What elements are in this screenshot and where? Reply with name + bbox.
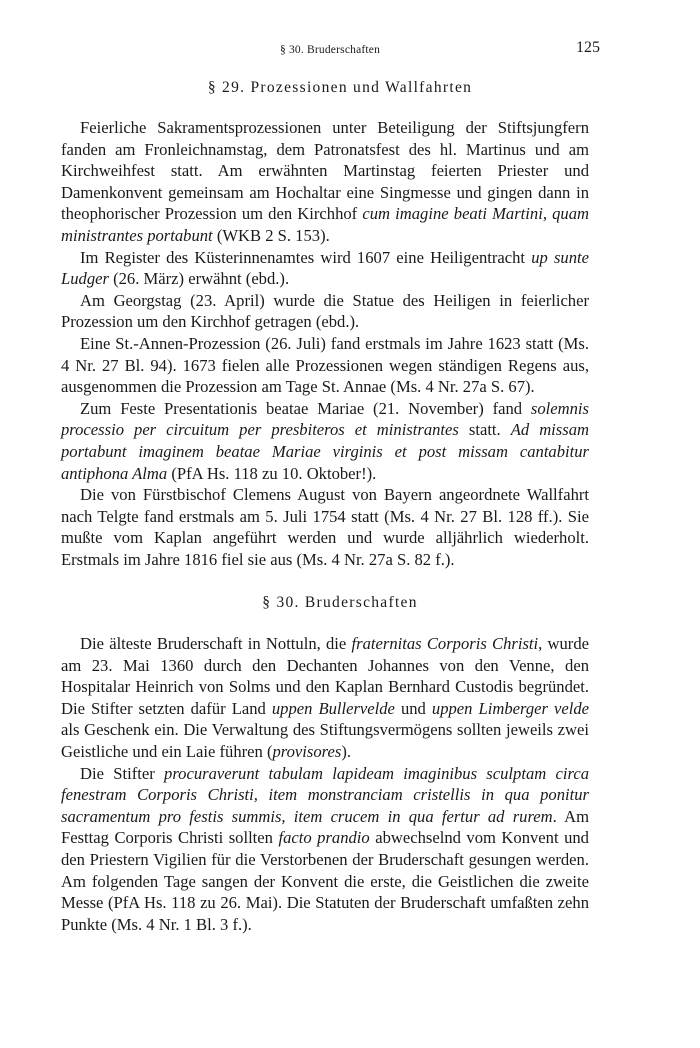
paragraph: Die von Fürstbischof Clemens August von Bayern angeordnete Wallfahrt nach Telgte fand erstmals am 5. Juli 1754 statt (Ms. 4 Nr. 27 Bl. 128 ff.). Sie mußte vom Kaplan angeführt werden und wurde alljährlich wiederholt. Erstmals im Jahre 1816 fiel sie aus (Ms. 4 Nr. 27a S. 82 f.).: [61, 485, 589, 569]
paragraph: Eine St.-Annen-Prozession (26. Juli) fand erstmals im Jahre 1623 statt (Ms. 4 Nr. 27 Bl. 94). 1673 fielen alle Prozessionen wegen ständigen Regens aus, ausgenommen die Prozession am Tage St. Annae (Ms. 4 Nr. 27a S. 67).: [61, 333, 589, 397]
paragraph: Feierliche Sakramentsprozessionen unter Beteiligung der Stiftsjungfern fanden am Fronleichnamstag, dem Patronatsfest des hl. Martinus und am Kirchweihfest statt. Am erwähnten Martinstag feierten Priester und Damenkonvent gemeinsam am Hochaltar eine Singmesse und gingen dann in theophorischer Prozession um den Kirchhof cum imagine beati Martini, quam ministrantes portabunt (WKB 2 S. 153).: [61, 118, 589, 245]
running-head: [60, 37, 600, 59]
paragraph: Die älteste Bruderschaft in Nottuln, die fraternitas Corporis Christi, wurde am 23. Mai 1360 durch den Dechanten Johannes von den Venne, den Hospitalar Heinrich von Solms und den Kaplan Bernhard Custodis begründet. Die Stifter setzten dafür Land uppen Bullervelde und uppen Limberger velde als Geschenk ein. Die Verwaltung des Stiftungsvermögens sollten jeweils zwei Geistliche und ein Laie führen (provisores).: [61, 634, 589, 761]
latin-quote: fraternitas Corporis Christi: [351, 634, 539, 653]
section-body-29: [61, 117, 589, 570]
section-heading-30: § 30. Bruderschaften: [262, 594, 418, 611]
latin-quote: solemnis processio per circuitum per presbiteros et ministrantes: [61, 398, 589, 440]
section-heading-29: § 29. Prozessionen und Wallfahrten: [207, 79, 473, 96]
page-number: 125: [576, 39, 600, 56]
paragraph: Zum Feste Presentationis beatae Mariae (21. November) fand solemnis processio per circuitum per presbiteros et ministrantes statt. Ad missam portabunt imaginem beatae Mariae virginis et post missam cantabitur antiphona Alma (PfA Hs. 118 zu 10. Oktober!).: [61, 398, 589, 483]
latin-quote: procuraverunt tabulam lapideam imaginibus sculptam circa fenestram Corporis Christi, item monstranciam cristellis in qua ponitur sacramentum pro festis summis, item crucem in qua fertur ad rurem: [61, 763, 589, 826]
latin-quote: uppen Bullervelde: [271, 698, 395, 718]
running-title: § 30. Bruderschaften: [279, 44, 381, 56]
latin-quote: up sunte Ludger: [61, 247, 589, 289]
latin-quote: uppen Limberger velde: [431, 698, 589, 718]
latin-quote: cum imagine beati Martini, quam ministrantes portabunt: [61, 204, 589, 245]
latin-quote: facto prandio: [278, 828, 370, 848]
paragraph: Am Georgstag (23. April) wurde die Statue des Heiligen in feierlicher Prozession um den Kirchhof getragen (ebd.).: [61, 290, 589, 332]
latin-quote: provisores: [272, 741, 342, 761]
latin-quote: Ad missam portabunt imaginem beatae Mariae virginis et post missam cantabitur antiphona Alma: [61, 420, 589, 483]
section-body-30: [61, 633, 589, 935]
paragraph: Im Register des Küsterinnenamtes wird 1607 eine Heiligentracht up sunte Ludger (26. März) erwähnt (ebd.).: [61, 247, 589, 289]
paragraph: Die Stifter procuraverunt tabulam lapideam imaginibus sculptam circa fenestram Corporis Christi, item monstranciam cristellis in qua ponitur sacramentum pro festis summis, item crucem in qua fertur ad rurem. Am Festtag Corporis Christi sollten facto prandio abwechselnd vom Konvent und den Priestern Vigilien für die Verstorbenen der Bruderschaft gesungen werden. Am folgenden Tage sangen der Konvent die erste, die Geistlichen die zweite Messe (PfA Hs. 118 zu 26. Mai). Die Statuten der Bruderschaft umfaßten zehn Punkte (Ms. 4 Nr. 1 Bl. 3 f.).: [61, 763, 589, 934]
